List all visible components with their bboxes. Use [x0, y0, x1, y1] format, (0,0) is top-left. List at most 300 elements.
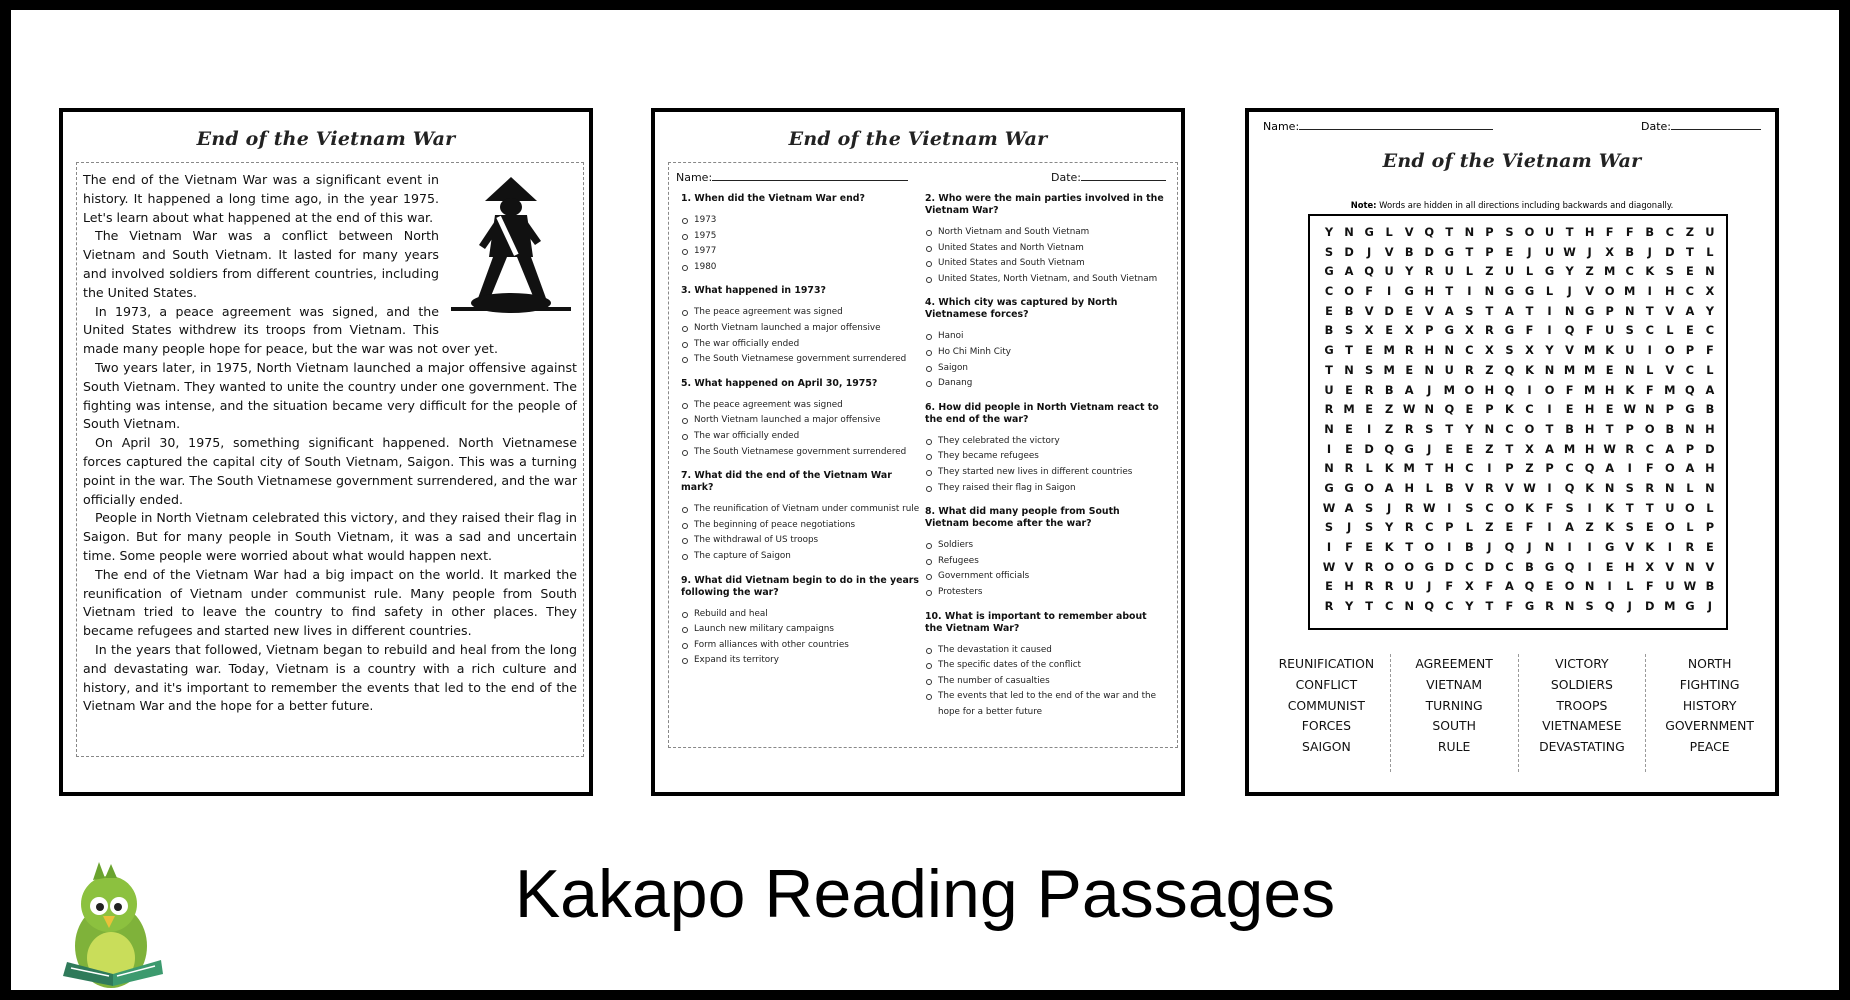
grid-letter[interactable]: A [1384, 480, 1394, 495]
answer-option[interactable]: The South Vietnamese government surrendered [681, 352, 921, 368]
grid-letter[interactable]: D [1484, 559, 1495, 574]
grid-letter[interactable]: R [1364, 382, 1374, 397]
grid-letter[interactable]: J [1707, 599, 1713, 614]
grid-letter[interactable]: Y [1385, 520, 1394, 535]
grid-letter[interactable]: Z [1385, 402, 1394, 417]
grid-letter[interactable]: R [1404, 520, 1414, 535]
grid-letter[interactable]: I [1587, 500, 1592, 515]
grid-letter[interactable]: H [1424, 343, 1435, 358]
grid-letter[interactable]: E [1685, 264, 1694, 279]
grid-letter[interactable]: Q [1685, 382, 1695, 397]
grid-letter[interactable]: P [1685, 343, 1695, 358]
grid-letter[interactable]: N [1464, 225, 1475, 239]
grid-letter[interactable]: L [1686, 520, 1694, 535]
answer-option[interactable]: Refugees [925, 554, 1165, 570]
grid-letter[interactable]: S [1324, 520, 1334, 535]
answer-option[interactable]: The events that led to the end of the war and the hope for a better future [925, 689, 1165, 720]
grid-letter[interactable]: E [1565, 402, 1574, 417]
grid-letter[interactable]: T [1405, 540, 1414, 554]
grid-letter[interactable]: M [1624, 284, 1636, 299]
grid-letter[interactable]: K [1585, 480, 1595, 495]
grid-letter[interactable]: S [1505, 225, 1514, 239]
grid-letter[interactable]: E [1325, 303, 1333, 318]
grid-letter[interactable]: T [1325, 362, 1333, 377]
grid-letter[interactable]: H [1444, 461, 1455, 476]
grid-letter[interactable]: B [1525, 559, 1534, 574]
grid-letter[interactable]: R [1404, 343, 1414, 358]
grid-letter[interactable]: D [1344, 244, 1354, 259]
grid-letter[interactable]: G [1404, 284, 1414, 299]
grid-letter[interactable]: C [1505, 421, 1514, 436]
answer-option[interactable]: They celebrated the victory [925, 434, 1165, 450]
grid-letter[interactable]: E [1345, 382, 1353, 397]
answer-option[interactable]: Soldiers [925, 538, 1165, 554]
grid-letter[interactable]: J [1387, 500, 1392, 515]
grid-letter[interactable]: B [1625, 244, 1635, 259]
grid-letter[interactable]: F [1625, 225, 1634, 239]
grid-letter[interactable]: O [1544, 382, 1555, 397]
grid-letter[interactable]: V [1705, 559, 1715, 574]
grid-letter[interactable]: G [1344, 480, 1354, 495]
answer-option[interactable]: The specific dates of the conflict [925, 658, 1165, 674]
grid-letter[interactable]: E [1405, 303, 1414, 318]
grid-letter[interactable]: T [1545, 421, 1554, 436]
grid-letter[interactable]: D [1665, 244, 1675, 259]
grid-letter[interactable]: K [1605, 343, 1615, 358]
grid-letter[interactable]: F [1445, 579, 1454, 594]
grid-letter[interactable]: Z [1485, 520, 1494, 535]
grid-letter[interactable]: M [1583, 343, 1596, 358]
grid-letter[interactable]: Z [1485, 441, 1494, 456]
grid-letter[interactable]: O [1404, 559, 1415, 574]
grid-letter[interactable]: P [1425, 323, 1434, 338]
grid-letter[interactable]: Q [1584, 461, 1595, 476]
grid-letter[interactable]: R [1485, 323, 1494, 338]
grid-letter[interactable]: O [1524, 421, 1535, 436]
grid-letter[interactable]: L [1525, 264, 1534, 279]
grid-letter[interactable]: F [1645, 382, 1654, 397]
grid-letter[interactable]: S [1465, 303, 1474, 318]
answer-option[interactable]: They started new lives in different countries [925, 465, 1165, 481]
answer-option[interactable]: United States, North Vietnam, and South Vietnam [925, 272, 1165, 288]
grid-letter[interactable]: K [1605, 500, 1615, 515]
grid-letter[interactable]: U [1444, 362, 1454, 377]
grid-letter[interactable]: X [1464, 579, 1474, 594]
grid-letter[interactable]: G [1324, 480, 1334, 495]
grid-letter[interactable]: F [1565, 382, 1574, 397]
grid-letter[interactable]: Q [1564, 559, 1575, 574]
grid-letter[interactable]: M [1583, 362, 1596, 377]
grid-letter[interactable]: S [1344, 323, 1354, 338]
grid-letter[interactable]: I [1527, 382, 1532, 397]
grid-letter[interactable]: C [1485, 500, 1494, 515]
grid-letter[interactable]: B [1705, 579, 1715, 594]
grid-letter[interactable]: R [1344, 461, 1354, 476]
grid-letter[interactable]: H [1424, 284, 1435, 299]
grid-letter[interactable]: Q [1504, 362, 1515, 377]
grid-letter[interactable]: X [1525, 343, 1534, 358]
grid-letter[interactable]: O [1384, 559, 1394, 574]
grid-letter[interactable]: F [1605, 225, 1614, 239]
grid-letter[interactable]: N [1324, 461, 1334, 476]
grid-letter[interactable]: B [1384, 382, 1394, 397]
grid-letter[interactable]: L [1706, 500, 1714, 515]
grid-letter[interactable]: R [1364, 559, 1374, 574]
grid-letter[interactable]: X [1364, 323, 1374, 338]
grid-letter[interactable]: L [1545, 284, 1554, 299]
grid-letter[interactable]: G [1324, 343, 1334, 358]
grid-letter[interactable]: R [1545, 599, 1554, 614]
grid-letter[interactable]: S [1465, 500, 1474, 515]
grid-letter[interactable]: O [1644, 421, 1655, 436]
grid-letter[interactable]: N [1564, 599, 1575, 614]
grid-letter[interactable]: E [1605, 559, 1614, 574]
grid-letter[interactable]: Z [1525, 461, 1534, 476]
grid-letter[interactable]: I [1647, 343, 1652, 358]
grid-letter[interactable]: M [1664, 599, 1676, 614]
grid-letter[interactable]: I [1547, 303, 1552, 318]
grid-letter[interactable]: J [1366, 244, 1372, 259]
grid-letter[interactable]: R [1424, 264, 1434, 279]
grid-letter[interactable]: B [1465, 540, 1474, 554]
grid-letter[interactable]: E [1465, 402, 1474, 417]
grid-letter[interactable]: K [1625, 382, 1635, 397]
grid-letter[interactable]: M [1604, 264, 1616, 279]
grid-letter[interactable]: V [1505, 480, 1514, 495]
answer-option[interactable]: Saigon [925, 361, 1165, 377]
grid-letter[interactable]: K [1384, 540, 1394, 554]
grid-letter[interactable]: T [1645, 500, 1654, 515]
grid-letter[interactable]: H [1584, 225, 1595, 239]
grid-letter[interactable]: Y [1465, 421, 1474, 436]
grid-letter[interactable]: F [1485, 579, 1494, 594]
grid-letter[interactable]: T [1425, 461, 1434, 476]
grid-letter[interactable]: Q [1604, 599, 1615, 614]
grid-letter[interactable]: H [1705, 421, 1715, 436]
grid-letter[interactable]: Y [1705, 303, 1715, 318]
answer-option[interactable]: They raised their flag in Saigon [925, 481, 1165, 497]
grid-letter[interactable]: X [1464, 323, 1474, 338]
grid-letter[interactable]: T [1345, 343, 1353, 358]
grid-letter[interactable]: A [1505, 579, 1514, 594]
grid-letter[interactable]: A [1444, 303, 1454, 318]
grid-letter[interactable]: I [1547, 323, 1552, 338]
grid-letter[interactable]: I [1647, 284, 1652, 299]
grid-letter[interactable]: G [1584, 303, 1595, 318]
grid-letter[interactable]: E [1605, 402, 1614, 417]
grid-letter[interactable]: B [1665, 421, 1675, 436]
grid-letter[interactable]: C [1645, 323, 1654, 338]
grid-letter[interactable]: C [1465, 461, 1474, 476]
grid-letter[interactable]: J [1346, 520, 1352, 535]
grid-letter[interactable]: S [1625, 480, 1634, 495]
grid-letter[interactable]: W [1402, 402, 1416, 417]
grid-letter[interactable]: H [1705, 461, 1715, 476]
grid-letter[interactable]: P [1505, 461, 1514, 476]
grid-letter[interactable]: L [1646, 362, 1654, 377]
grid-letter[interactable]: R [1645, 480, 1655, 495]
grid-letter[interactable]: F [1645, 579, 1654, 594]
grid-letter[interactable]: Q [1524, 579, 1535, 594]
grid-letter[interactable]: J [1627, 599, 1632, 614]
grid-letter[interactable]: J [1427, 441, 1432, 456]
quiz-date-field[interactable] [1051, 171, 1166, 184]
grid-letter[interactable]: C [1665, 225, 1674, 239]
grid-letter[interactable]: A [1404, 382, 1414, 397]
grid-letter[interactable]: E [1505, 244, 1514, 259]
grid-letter[interactable]: N [1424, 362, 1435, 377]
grid-letter[interactable]: U [1544, 244, 1555, 259]
grid-letter[interactable]: A [1505, 303, 1514, 318]
grid-letter[interactable]: H [1344, 579, 1354, 594]
answer-option[interactable]: Form alliances with other countries [681, 638, 921, 654]
grid-letter[interactable]: O [1564, 579, 1575, 594]
grid-letter[interactable]: W [1563, 244, 1576, 259]
answer-option[interactable]: Government officials [925, 569, 1165, 585]
grid-letter[interactable]: S [1585, 599, 1594, 614]
grid-letter[interactable]: A [1665, 441, 1675, 456]
grid-letter[interactable]: Q [1564, 323, 1575, 338]
grid-letter[interactable]: C [1525, 402, 1534, 417]
grid-letter[interactable]: I [1587, 559, 1592, 574]
grid-letter[interactable]: I [1487, 461, 1492, 476]
grid-letter[interactable]: P [1705, 520, 1715, 535]
grid-letter[interactable]: T [1365, 599, 1373, 614]
grid-letter[interactable]: N [1705, 264, 1715, 279]
grid-letter[interactable]: G [1364, 225, 1374, 239]
grid-letter[interactable]: Z [1485, 362, 1494, 377]
grid-letter[interactable]: Q [1444, 402, 1455, 417]
grid-letter[interactable]: J [1527, 540, 1532, 554]
grid-letter[interactable]: A [1344, 264, 1354, 279]
grid-letter[interactable]: U [1665, 500, 1675, 515]
grid-letter[interactable]: K [1525, 500, 1534, 515]
grid-letter[interactable]: J [1427, 382, 1432, 397]
grid-letter[interactable]: G [1524, 599, 1535, 614]
answer-option[interactable]: 1977 [681, 244, 921, 260]
grid-letter[interactable]: L [1385, 225, 1393, 239]
grid-letter[interactable]: T [1445, 284, 1454, 299]
grid-letter[interactable]: D [1444, 559, 1455, 574]
grid-letter[interactable]: P [1625, 421, 1634, 436]
grid-letter[interactable]: I [1366, 421, 1372, 436]
grid-letter[interactable]: J [1647, 244, 1652, 259]
grid-letter[interactable]: W [1523, 480, 1536, 495]
grid-letter[interactable]: W [1422, 500, 1436, 515]
grid-letter[interactable]: K [1384, 461, 1394, 476]
grid-letter[interactable]: K [1525, 362, 1534, 377]
grid-letter[interactable]: S [1625, 323, 1634, 338]
grid-letter[interactable]: I [1627, 461, 1632, 476]
answer-option[interactable]: The war officially ended [681, 429, 921, 445]
grid-letter[interactable]: I [1667, 540, 1672, 554]
grid-letter[interactable]: D [1645, 599, 1655, 614]
grid-letter[interactable]: H [1484, 382, 1495, 397]
grid-letter[interactable]: N [1344, 362, 1354, 377]
grid-letter[interactable]: N [1624, 303, 1635, 318]
grid-letter[interactable]: I [1326, 540, 1332, 554]
answer-option[interactable]: 1980 [681, 260, 921, 276]
grid-letter[interactable]: B [1705, 402, 1715, 417]
grid-letter[interactable]: B [1324, 323, 1334, 338]
grid-letter[interactable]: X [1705, 284, 1715, 299]
grid-letter[interactable]: E [1685, 323, 1694, 338]
grid-letter[interactable]: X [1404, 323, 1414, 338]
grid-letter[interactable]: Q [1364, 264, 1374, 279]
grid-letter[interactable]: Z [1485, 264, 1494, 279]
grid-letter[interactable]: P [1485, 225, 1494, 239]
grid-letter[interactable]: C [1384, 599, 1394, 614]
grid-letter[interactable]: K [1605, 520, 1615, 535]
grid-letter[interactable]: H [1665, 284, 1675, 299]
grid-letter[interactable]: I [1467, 284, 1472, 299]
grid-letter[interactable]: V [1625, 540, 1635, 554]
grid-letter[interactable]: O [1504, 500, 1515, 515]
grid-letter[interactable]: A [1344, 500, 1354, 515]
grid-letter[interactable]: X [1525, 441, 1534, 456]
grid-letter[interactable]: L [1706, 244, 1714, 259]
grid-letter[interactable]: V [1665, 559, 1675, 574]
grid-letter[interactable]: H [1404, 480, 1414, 495]
grid-letter[interactable]: U [1605, 323, 1615, 338]
answer-option[interactable]: 1973 [681, 213, 921, 229]
grid-letter[interactable]: M [1563, 441, 1576, 456]
answer-option[interactable]: The South Vietnamese government surrendered [681, 445, 921, 461]
grid-letter[interactable]: V [1384, 244, 1394, 259]
grid-letter[interactable]: L [1706, 362, 1714, 377]
grid-letter[interactable]: T [1505, 441, 1514, 456]
answer-option[interactable]: Launch new military campaigns [681, 622, 921, 638]
grid-letter[interactable]: Q [1504, 540, 1515, 554]
grid-letter[interactable]: W [1683, 579, 1697, 594]
grid-letter[interactable]: R [1384, 579, 1394, 594]
grid-letter[interactable]: J [1427, 579, 1432, 594]
grid-letter[interactable]: S [1365, 520, 1374, 535]
grid-letter[interactable]: V [1404, 225, 1414, 239]
grid-letter[interactable]: J [1567, 284, 1572, 299]
grid-letter[interactable]: X [1605, 244, 1615, 259]
grid-letter[interactable]: D [1705, 441, 1715, 456]
grid-letter[interactable]: N [1564, 303, 1575, 318]
answer-option[interactable]: United States and North Vietnam [925, 241, 1165, 257]
grid-letter[interactable]: C [1565, 461, 1574, 476]
answer-option[interactable]: Ho Chi Minh City [925, 345, 1165, 361]
answer-option[interactable]: Hanoi [925, 329, 1165, 345]
grid-letter[interactable]: C [1505, 559, 1514, 574]
grid-letter[interactable]: L [1465, 520, 1473, 535]
grid-letter[interactable]: S [1365, 500, 1374, 515]
grid-letter[interactable]: G [1685, 599, 1695, 614]
grid-letter[interactable]: U [1324, 382, 1334, 397]
grid-letter[interactable]: Y [1324, 225, 1334, 239]
grid-letter[interactable]: M [1383, 343, 1395, 358]
grid-letter[interactable]: E [1545, 579, 1554, 594]
grid-letter[interactable]: E [1365, 402, 1373, 417]
grid-letter[interactable]: F [1545, 500, 1554, 515]
grid-letter[interactable]: I [1567, 540, 1572, 554]
grid-letter[interactable]: R [1364, 579, 1374, 594]
answer-option[interactable]: The capture of Saigon [681, 549, 921, 565]
grid-letter[interactable]: L [1666, 323, 1674, 338]
ws-date-field[interactable] [1641, 120, 1761, 133]
grid-letter[interactable]: O [1664, 343, 1675, 358]
grid-letter[interactable]: M [1664, 382, 1676, 397]
grid-letter[interactable]: F [1525, 520, 1534, 535]
grid-letter[interactable]: G [1504, 284, 1515, 299]
grid-letter[interactable]: R [1464, 362, 1474, 377]
grid-letter[interactable]: I [1587, 540, 1592, 554]
grid-letter[interactable]: E [1405, 362, 1414, 377]
grid-letter[interactable]: V [1665, 303, 1675, 318]
grid-letter[interactable]: Y [1565, 264, 1574, 279]
grid-letter[interactable]: R [1404, 421, 1414, 436]
grid-letter[interactable]: E [1465, 441, 1474, 456]
grid-letter[interactable]: U [1504, 264, 1515, 279]
grid-letter[interactable]: E [1365, 343, 1373, 358]
grid-letter[interactable]: M [1443, 382, 1455, 397]
grid-letter[interactable]: G [1444, 323, 1454, 338]
grid-letter[interactable]: I [1326, 441, 1332, 456]
grid-letter[interactable]: L [1626, 579, 1634, 594]
grid-letter[interactable]: T [1645, 303, 1654, 318]
grid-letter[interactable]: C [1425, 520, 1434, 535]
grid-letter[interactable]: T [1485, 599, 1494, 614]
answer-option[interactable]: North Vietnam and South Vietnam [925, 225, 1165, 241]
grid-letter[interactable]: Y [1344, 599, 1354, 614]
grid-letter[interactable]: A [1685, 303, 1695, 318]
grid-letter[interactable]: O [1664, 520, 1675, 535]
grid-letter[interactable]: N [1424, 402, 1435, 417]
grid-letter[interactable]: I [1607, 579, 1612, 594]
grid-letter[interactable]: J [1487, 540, 1492, 554]
answer-option[interactable]: 1975 [681, 229, 921, 245]
grid-letter[interactable]: V [1464, 480, 1474, 495]
grid-letter[interactable]: G [1504, 323, 1515, 338]
grid-letter[interactable]: T [1625, 500, 1634, 515]
grid-letter[interactable]: T [1445, 225, 1454, 239]
grid-letter[interactable]: P [1685, 441, 1695, 456]
grid-letter[interactable]: W [1623, 402, 1637, 417]
grid-letter[interactable]: V [1424, 303, 1434, 318]
grid-letter[interactable]: N [1665, 480, 1675, 495]
grid-letter[interactable]: F [1525, 323, 1534, 338]
grid-letter[interactable]: O [1604, 284, 1615, 299]
answer-option[interactable]: The devastation it caused [925, 643, 1165, 659]
grid-letter[interactable]: S [1425, 421, 1434, 436]
grid-letter[interactable]: A [1545, 441, 1554, 456]
grid-letter[interactable]: U [1404, 579, 1414, 594]
grid-letter[interactable]: R [1324, 599, 1334, 614]
grid-letter[interactable]: S [1505, 343, 1514, 358]
grid-letter[interactable]: E [1505, 520, 1514, 535]
grid-letter[interactable]: V [1364, 303, 1374, 318]
answer-option[interactable]: The withdrawal of US troops [681, 533, 921, 549]
grid-letter[interactable]: E [1645, 520, 1654, 535]
grid-letter[interactable]: B [1344, 303, 1354, 318]
grid-letter[interactable]: H [1624, 559, 1635, 574]
grid-letter[interactable]: P [1485, 402, 1494, 417]
grid-letter[interactable]: U [1444, 264, 1454, 279]
grid-letter[interactable]: E [1365, 540, 1373, 554]
answer-option[interactable]: Danang [925, 376, 1165, 392]
grid-letter[interactable]: P [1605, 303, 1614, 318]
grid-letter[interactable]: E [1605, 362, 1614, 377]
grid-letter[interactable]: S [1565, 500, 1574, 515]
grid-letter[interactable]: B [1645, 225, 1655, 239]
grid-letter[interactable]: H [1584, 421, 1595, 436]
grid-letter[interactable]: H [1604, 382, 1615, 397]
grid-letter[interactable]: J [1527, 244, 1532, 259]
